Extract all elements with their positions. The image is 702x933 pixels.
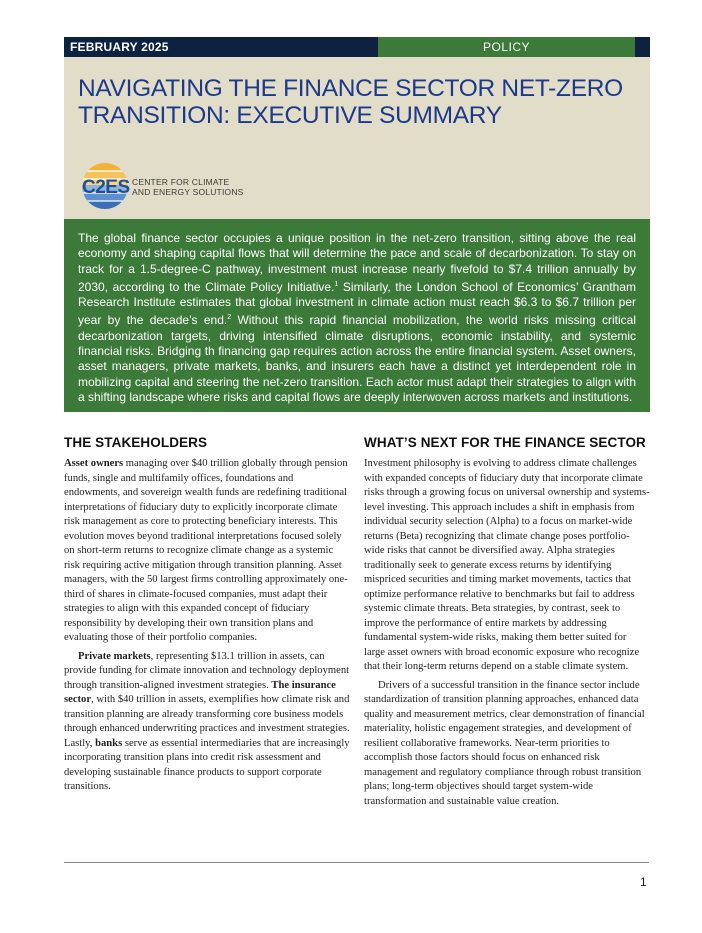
paragraph-text: , with $40 trillion in assets, exemplifies how climate risk and transition planning are already transforming core business models through enhanced underwriting practices and investment strategies. Lastly, [64,694,350,749]
private-markets-term: Private markets [78,650,151,662]
summary-text-c: Without this rapid financial mobilization, the world risks missing critical decarbonization targets, driving intensified climate disruptions, economic instability, and systemic financial risks. Bridging th financing gap requires action across the entire financial system. Asset owners, asset managers, private markets, banks, and insurers each have a distinct yet interdependent role in mobilizing capital and steering the net-zero transition. Each actor must adapt their strategies to align with a shifting landscape where risks and capital flows are deeply interwoven across markets and institutions. [78,313,636,404]
whats-next-paragraph-2: Drivers of a successful transition in the finance sector include standardization of transition planning approaches, enhanced data quality and measurement metrics, clear demonstration of financial materiality, holistic engagement strategies, and development of resilient collaborative frameworks. Near-term priorities to accomplish those factors should focus on enhanced risk management and regulatory compliance through robust transition plans; long-term objectives should target system-wide transformation and sustainable value creation. [364,679,645,807]
stakeholders-heading: THE STAKEHOLDERS [64,435,208,450]
stakeholders-paragraph-2 [64,650,350,795]
banks-term: banks [95,737,123,749]
logo-line-2: AND ENERGY SOLUTIONS [132,186,244,197]
page-title: NAVIGATING THE FINANCE SECTOR NET-ZERO TRANSITION: EXECUTIVE SUMMARY [78,75,623,129]
page-number: 1 [640,875,647,889]
footnote-ref-2[interactable]: 2 [227,314,232,322]
summary-text-a: The global finance sector occupies a unique position in the net-zero transition, sitting above the real economy and shaping capital flows that will determine the pace and scale of decarbonization. To stay on track for a 1.5-degree-C pathway, investment must increase nearly fivefold to $7.4 trillion annually by 2030, according to the Climate Policy Initiative. [78,231,636,294]
header-bar [64,37,650,57]
footer-divider [64,862,649,863]
asset-owners-term: Asset owners [64,458,124,469]
header-bar-end [635,37,650,57]
paragraph-text: serve as essential intermediaries that are increasingly incorporating transition plans into credit risk assessment and developing sustainable finance products to support corporate transitions. [64,737,350,792]
whats-next-heading: WHAT’S NEXT FOR THE FINANCE SECTOR [364,435,646,450]
logo-text [132,178,244,197]
whats-next-section [364,434,650,809]
insurance-sector-term: The insurance sector [64,679,336,705]
stakeholders-section [64,434,350,795]
publication-date: FEBRUARY 2025 [64,37,378,57]
c2es-logo [80,160,260,210]
paragraph-text: managing over $40 trillion globally through pension funds, single and multifamily offices, foundations and endowments, and sovereign wealth funds are redefining traditional interpretations of fiduciary duty to explicitly incorporate climate risk management as core to protecting beneficiary interests. This evolution moves beyond traditional interpretations focused solely on short-term returns to recognize climate change as a systemic risk requiring active mitigation through transition planning. Asset managers, with the 50 largest firms controlling approximately one-third of shares in climate-focused companies, must adapt their strategies to align with this expanded concept of fiduciary responsibility by developing their own transition plans and evaluating those of their portfolio companies. [64,458,348,643]
whats-next-paragraph-1: Investment philosophy is evolving to address climate challenges with expanded concepts of fiduciary duty that incorporate climate risks through a growing focus on universal ownership and systems-level investing. This approach includes a shift in emphasis from individual security selection (Alpha) to a focus on market-wide returns (Beta) recognizing that climate change poses portfolio-wide risks that cannot be diversified away. Alpha strategies traditionally seek to generate excess returns by identifying mispriced securities and timing market movements, tactics that optimize performance relative to benchmarks but fail to address systemic climate threats. Beta strategies, by contrast, seek to improve the performance of entire markets by addressing fundamental system-wide risks, making them better suited for large asset owners with broad economic exposure who recognize that their long-term returns depend on a stable climate system. [364,458,650,672]
footnote-ref-1[interactable]: 1 [334,280,339,288]
logo-mark: C2ES [82,177,130,198]
paragraph-text: , representing $13.1 trillion in assets, can provide funding for climate innovation and technology deployment through transition-aligned investment strategies. [64,650,350,691]
summary-text-b: Similarly, the London School of Economics’ Grantham Research Institute estimates that global investment in climate action must reach $6.3 to $6.7 trillion per year by the decade’s end. [78,279,636,328]
category-label: POLICY [378,37,635,57]
executive-summary [64,219,650,412]
stakeholders-paragraph-1 [64,457,350,646]
globe-icon [80,160,134,210]
logo-line-1: CENTER FOR CLIMATE [132,177,230,187]
